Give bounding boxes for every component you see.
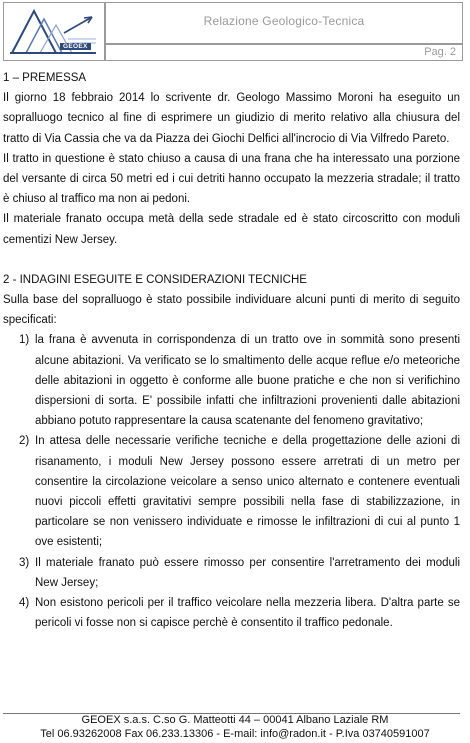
footer-contacts: Tel 06.93262008 Fax 06.233.13306 - E-mail: info@radon.it - P.Iva 03740591007	[40, 728, 430, 740]
company-logo	[3, 2, 105, 61]
document-title: Relazione Geologico-Tecnica	[203, 14, 365, 28]
logo-graphic	[4, 3, 104, 60]
list-item	[3, 330, 460, 431]
paragraph: Il giorno 18 febbraio 2014 lo scrivente dr. Geologo Massimo Moroni ha eseguito un sopralluogo tecnico al fine di esprimere un giudizio di merito relativo alla chiusura del tratto di Via Cassia che va da Piazza dei Giochi Delfici all'incrocio di Via Vilfredo Pareto.	[3, 92, 460, 145]
list-item	[3, 431, 460, 552]
footer-address: GEOEX s.a.s. C.so G. Matteotti 44 – 00041 Albano Laziale RM	[81, 714, 389, 726]
list-text: In attesa delle necessarie verifiche tecniche e della progettazione delle azioni di risanamento, i moduli New Jersey possono essere arretrati di un metro per consentire la circolazione veicolare a senso unico alternato e contenere eventuali nuovi piccoli effetti gravitativi sempre possibili nella fase di stabilizzazione, in particolare se non venissero individuate e rimosse le infiltrazioni di cui al punto 1 ove esistenti;	[35, 435, 460, 549]
findings-list	[3, 330, 460, 633]
list-number: 2)	[19, 435, 30, 448]
list-text: Non esistono pericoli per il traffico veicolare nella mezzeria libera. D'altra parte se pericoli vi fosse non si capisce perchè è consentito il traffico pedonale.	[35, 597, 460, 630]
header-title-box	[105, 2, 463, 44]
list-item	[3, 553, 460, 593]
header-page-box	[105, 44, 463, 61]
document-body	[3, 68, 460, 633]
page-number: Pag. 2	[424, 46, 456, 58]
logo-text: GEOEX	[60, 43, 91, 50]
page-header	[3, 2, 462, 61]
list-number: 4)	[19, 597, 30, 610]
paragraph: Sulla base del sopralluogo è stato possibile individuare alcuni punti di merito di seguito specificati:	[3, 294, 460, 327]
list-item	[3, 593, 460, 633]
paragraph: Il materiale franato occupa metà della sede stradale ed è stato circoscritto con moduli cementizi New Jersey.	[3, 213, 460, 246]
section-title: 1 – PREMESSA	[3, 72, 87, 84]
list-number: 1)	[19, 334, 30, 347]
list-text: Il materiale franato può essere rimosso per consentire l'arretramento dei moduli New Jersey;	[35, 556, 460, 589]
list-number: 3)	[19, 556, 30, 569]
list-text: la frana è avvenuta in corrispondenza di un tratto ove in sommità sono presenti alcune abitazioni. Va verificato se lo smaltimento delle acque reflue e/o meteoriche delle abitazioni in oggetto è conforme alle buone pratiche e che non si verifichino dispersioni di sorta. E' possibile infatti che infiltrazioni provenienti dalle abitazioni abbiano potuto rappresentare la causa scatenante del fenomeno gravitativo;	[35, 334, 460, 428]
spacer	[3, 250, 460, 270]
section-title: 2 - INDAGINI ESEGUITE E CONSIDERAZIONI TECNICHE	[3, 273, 307, 286]
paragraph: Il tratto in questione è stato chiuso a causa di una frana che ha interessato una porzione del versante di circa 50 metri ed i cui detriti hanno occupato la mezzeria stradale; il tratto è chiuso al traffico ma non ai pedoni.	[3, 152, 460, 206]
